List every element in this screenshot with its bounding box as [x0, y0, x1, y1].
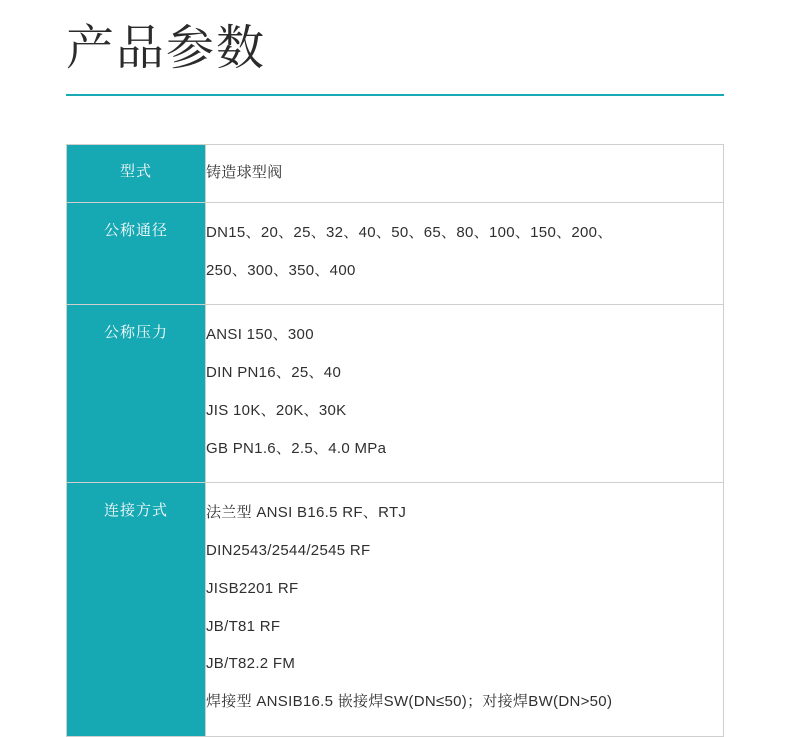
- spec-value-line: 法兰型 ANSI B16.5 RF、RTJ: [206, 504, 407, 522]
- spec-value-line: DIN PN16、25、40: [206, 364, 342, 381]
- spec-value-cell: [206, 145, 724, 202]
- spec-value-line: GB PN1.6、2.5、4.0 MPa: [206, 439, 387, 457]
- spec-value-lines: [206, 483, 723, 736]
- spec-value-line: JIS 10K、20K、30K: [206, 401, 347, 419]
- spec-value-line: ANSI 150、300: [206, 326, 314, 344]
- spec-value-cell: [206, 483, 724, 737]
- spec-table: [67, 145, 723, 737]
- table-row: [67, 145, 723, 202]
- spec-label-cell: [67, 483, 206, 737]
- spec-value-lines: [206, 203, 723, 305]
- spec-value-line: JB/T81 RF: [206, 617, 281, 635]
- title-divider: [66, 94, 724, 96]
- spec-label-cell: [67, 202, 206, 305]
- spec-value-line: DN15、20、25、32、40、50、65、80、100、150、200、: [206, 223, 613, 241]
- page-title: 产品参数: [66, 20, 267, 76]
- spec-value-line: 焊接型 ANSIB16.5 嵌接焊SW(DN≤50)；对接焊BW(DN>50): [206, 693, 613, 710]
- spec-value-lines: [206, 305, 723, 482]
- spec-label-text: 型式: [119, 163, 152, 180]
- title-block: [0, 0, 790, 78]
- spec-label-text: 公称通径: [103, 221, 168, 239]
- spec-label-cell: [67, 305, 206, 483]
- spec-label-cell: [67, 145, 206, 202]
- table-row: [67, 483, 723, 737]
- spec-value-line: DIN2543/2544/2545 RF: [206, 542, 371, 559]
- spec-value-line: 250、300、350、400: [206, 261, 356, 279]
- spec-value-lines: [206, 145, 723, 202]
- spec-value-cell: [206, 305, 724, 483]
- table-row: [67, 305, 723, 483]
- spec-value-line: 铸造球型阀: [206, 164, 283, 181]
- table-row: [67, 202, 723, 305]
- spec-label-text: 公称压力: [103, 324, 168, 342]
- spec-value-line: JISB2201 RF: [206, 579, 299, 597]
- spec-value-cell: [206, 202, 724, 305]
- spec-value-line: JB/T82.2 FM: [206, 655, 296, 673]
- spec-label-text: 连接方式: [103, 502, 168, 520]
- spec-table-container: [66, 144, 724, 737]
